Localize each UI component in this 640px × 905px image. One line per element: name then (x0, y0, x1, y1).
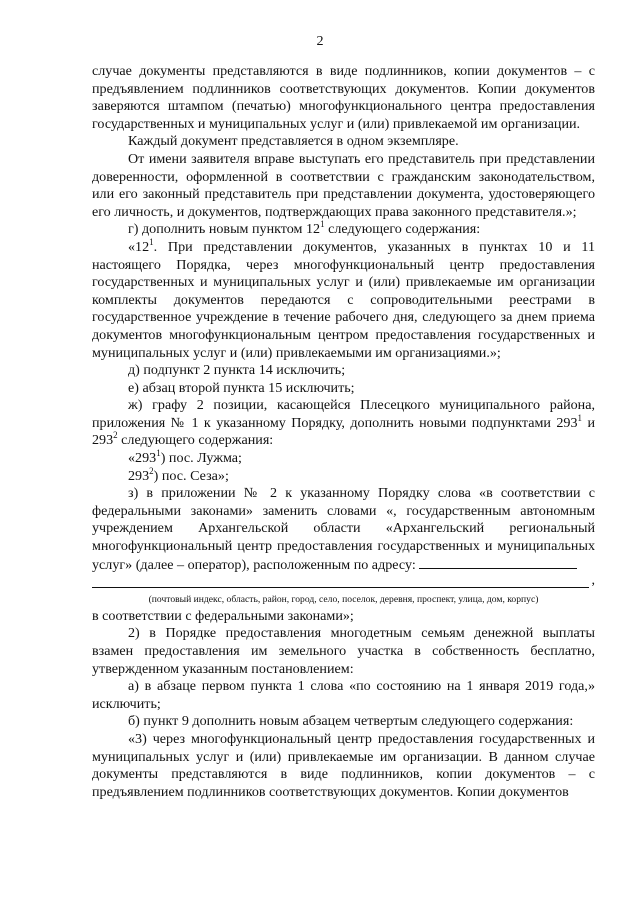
paragraph-continuation: случае документы представляются в виде подлинников, копии документов – с предъявлением подлинников соответствующих документов. Копии документов заверяются штампом (печатью) многофункционального центра предоставления государственных и муниципальных услуг и (или) привлекаемой им организации. (92, 63, 595, 132)
paragraph-point-12-1: «$12^1$. При представлении документов, указанных в пунктах 10 и 11 настоящего Порядка, через многофункциональный центр предоставления государственных и муниципальных услуг и (или) привлекаемые им организации комплекты документов передаются с сопроводительными реестрами в государственное учреждение в течение рабочего дня, следующего за днем приема документов многофункциональным центром предоставления государственных и муниципальных услуг и (или) привлекаемыми им организациями.»; (92, 236, 595, 361)
paragraph-federal-laws: в соответствии с федеральными законами»; (92, 607, 354, 624)
paragraph-single-copy: Каждый документ представляется в одном экземпляре. (128, 133, 459, 150)
paragraph-item-d: д) подпункт 2 пункта 14 исключить; (128, 362, 346, 379)
address-caption: (почтовый индекс, область, район, город, село, поселок, деревня, проспект, улица, дом, корпус) (148, 593, 539, 605)
paragraph-representative: От имени заявителя вправе выступать его представитель при представлении доверенности, оформленной в соответствии с гражданским законодательством, или его законный представитель при представлении документа, удостоверяющего его личность, и документов, подтверждающих права законного представителя.»; (92, 150, 595, 220)
paragraph-item-e: е) абзац второй пункта 15 исключить; (128, 379, 355, 396)
address-rule (92, 587, 589, 588)
address-comma: , (591, 572, 595, 589)
paragraph-item-g: г) дополнить новым пунктом $12^1$ следующего содержания: (128, 219, 481, 238)
paragraph-item-z: з) в приложении № 2 к указанному Порядку слова «в соответствии с федеральными законами» заменить словами «, государственным автономным учреждением Архангельской области «Архангельский региональный многофункциональный центр предоставления государственных и муниципальных услуг» (далее – оператор), расположенным по адресу: (92, 485, 595, 573)
paragraph-mfc: «3) через многофункциональный центр предоставления государственных и муниципальных услуг и (или) привлекаемые им организации. В данном случае документы представляются в виде подлинников, копии документов – с предъявлением подлинников соответствующих документов. Копии документов (92, 730, 595, 800)
address-full-line (92, 574, 595, 592)
paragraph-luzhma: «$293^1$) пос. Лужма; (128, 448, 242, 467)
paragraph-item-zh: ж) графу 2 позиции, касающейся Плесецкого муниципального района, приложения № 1 к указанному Порядку, дополнить новыми подпунктами $293^1$ и $293^2$ следующего содержания: (92, 397, 595, 449)
paragraph-item-b: б) пункт 9 дополнить новым абзацем четвертым следующего содержания: (128, 713, 574, 730)
paragraph-item-a: а) в абзаце первом пункта 1 слова «по состоянию на 1 января 2019 года,» исключить; (92, 678, 595, 712)
address-blank-line (419, 556, 577, 569)
document-body (92, 63, 595, 801)
paragraph-section-2: 2) в Порядке предоставления многодетным семьям денежной выплаты взамен предоставления им земельного участка в собственность бесплатно, утвержденном указанным постановлением: (92, 625, 595, 677)
paragraph-seza: $293^2$) пос. Сеза»; (128, 465, 229, 484)
page-number: 2 (316, 33, 324, 49)
